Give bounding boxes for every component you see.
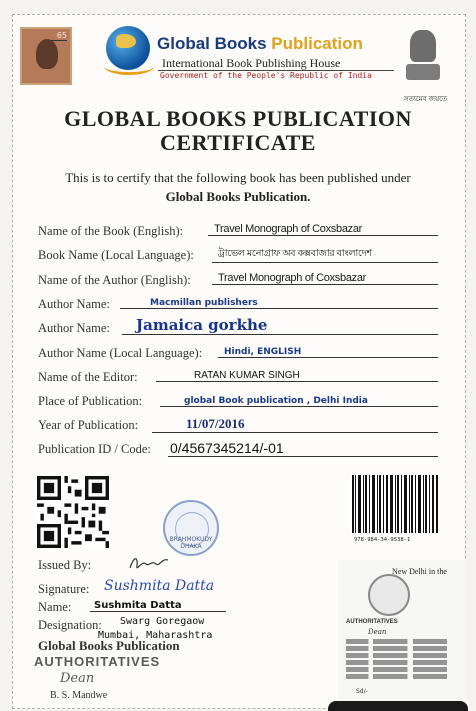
certificate-title: GLOBAL BOOKS PUBLICATION <box>64 106 412 131</box>
field-value-author-name-2: Jamaica gorkhe <box>122 316 438 335</box>
authority-name: B. S. Mandwe <box>50 690 108 701</box>
authority-dean: Dean <box>60 671 95 686</box>
signature-label: Signature: <box>38 582 90 596</box>
open-book-logo-icon <box>104 58 154 75</box>
emblem-caption: সত্যমেব জয়তে <box>404 95 448 103</box>
photo-place-text: New Delhi in the <box>392 567 447 576</box>
issued-by-signature-image <box>128 552 172 574</box>
footer-organization: Global Books Publication <box>38 638 180 653</box>
designation-line-1: Swarg Goregaow <box>120 616 205 627</box>
publisher-seal-image: BRAHMOKUDY DHAKA <box>163 500 219 556</box>
photo-signature-text: Sd/- <box>356 688 368 695</box>
barcode-icon <box>350 475 440 533</box>
signer-name-value: Sushmita Datta <box>90 600 226 612</box>
field-label-author-name-2: Author Name: <box>38 321 110 335</box>
brand-name: Global Books Publication <box>157 34 363 53</box>
field-label-publication-id: Publication ID / Code: <box>38 442 151 456</box>
field-value-year: 11/07/2016 <box>152 416 438 433</box>
government-line: Government of the People's Republic of India <box>160 71 372 80</box>
intro-text: This is to certify that the following book has been published under <box>65 170 411 185</box>
photo-dean-text: Dean <box>368 628 387 636</box>
signer-name-label: Name: <box>38 600 72 614</box>
authority-stamp-text: AUTHORITATIVES <box>34 654 161 669</box>
field-label-book-name-local: Book Name (Local Language): <box>38 248 194 262</box>
field-value-place: global Book publication , Delhi India <box>160 396 438 407</box>
intro-publisher: Global Books Publication. <box>165 189 311 204</box>
barcode-number: 978-984-34-9538-1 <box>354 537 411 543</box>
designation-label: Designation: <box>38 618 102 632</box>
field-value-author-english: Travel Monograph of Coxsbazar <box>212 272 438 285</box>
field-value-publication-id: 0/4567345214/-01 <box>168 440 438 457</box>
designation-line-2: Mumbai, Maharashtra <box>98 630 213 641</box>
brand-subtitle: International Book Publishing House <box>162 56 341 70</box>
field-value-author-local: Hindi, ENGLISH <box>218 347 438 358</box>
field-value-book-name-local: ট্রাভেল মনোগ্রাফ অব কক্সবাজার বাংলাদেশ <box>212 247 438 263</box>
field-label-author-english: Name of the Author (English): <box>38 273 191 287</box>
field-label-author-local: Author Name (Local Language): <box>38 346 203 360</box>
field-label-year: Year of Publication: <box>38 418 139 432</box>
photo-seal-icon <box>368 574 410 616</box>
photo-text-lines <box>346 637 458 679</box>
signature-value: Sushmita Datta <box>104 578 215 594</box>
stamp-value: 65 <box>51 31 67 41</box>
overlay-bar <box>328 701 468 711</box>
field-label-editor: Name of the Editor: <box>38 370 138 384</box>
postage-stamp-image <box>20 27 72 85</box>
field-label-book-name-english: Name of the Book (English): <box>38 224 184 238</box>
certificate-subtitle: CERTIFICATE <box>160 130 316 155</box>
field-label-author-name-1: Author Name: <box>38 297 110 311</box>
national-emblem-icon <box>402 26 444 88</box>
field-value-book-name-english: Travel Monograph of Coxsbazar <box>208 223 438 236</box>
stamp-portrait <box>36 39 58 69</box>
field-value-editor: RATAN KUMAR SINGH <box>156 370 438 382</box>
field-label-place: Place of Publication: <box>38 394 143 408</box>
photo-authority-text: AUTHORITATIVES <box>346 619 398 625</box>
issued-by-label: Issued By: <box>38 558 92 572</box>
field-value-author-name-1: Macmillan publishers <box>120 298 438 309</box>
qr-code-icon <box>37 476 109 548</box>
